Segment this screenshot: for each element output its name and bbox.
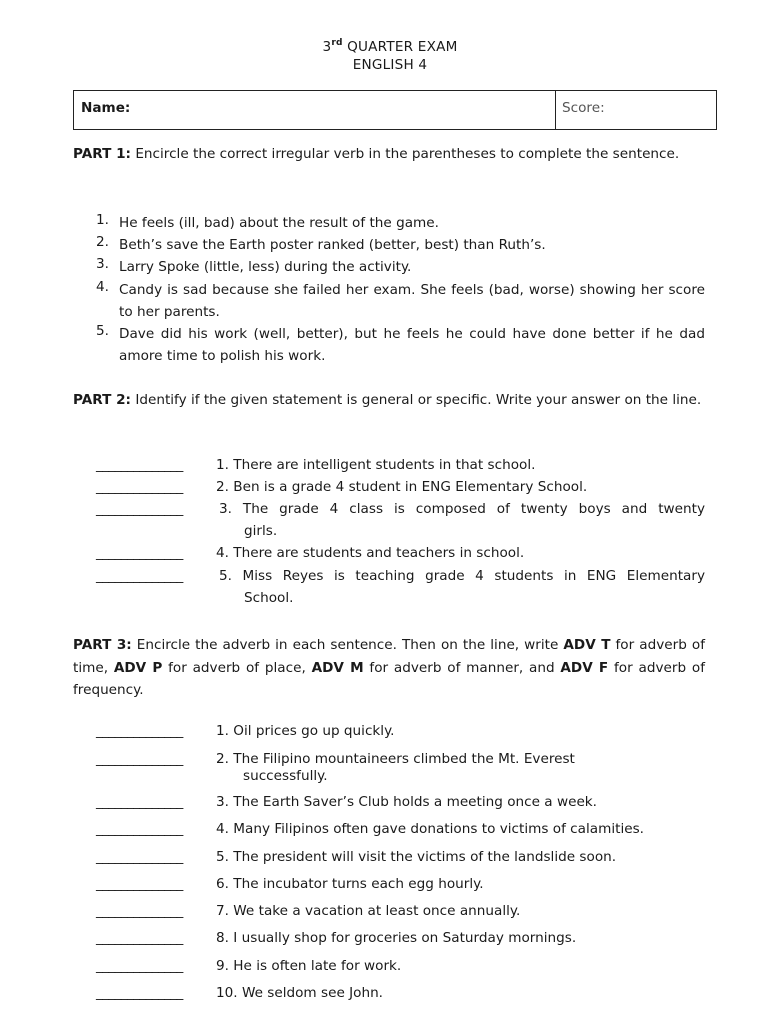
part3-item-text: 6. The incubator turns each egg hourly.: [216, 876, 484, 892]
answer-blank[interactable]: ______________: [96, 985, 183, 1001]
part1-item-number: 2.: [96, 234, 109, 250]
part1-item-text: Dave did his work (well, better), but he feels he could have done better if he dad amore time to polish his work.: [119, 326, 705, 365]
part1-item-text: Candy is sad because she failed her exam. She feels (bad, worse) showing her score to her parents.: [119, 282, 705, 321]
part1-item-number: 3.: [96, 256, 109, 272]
answer-blank[interactable]: ______________: [96, 501, 183, 517]
name-score-box: [73, 90, 717, 130]
part3-item-text: 8. I usually shop for groceries on Saturday mornings.: [216, 930, 577, 946]
part2-item-text: 4. There are students and teachers in school.: [216, 545, 525, 561]
name-field[interactable]: Name:: [74, 91, 556, 129]
part2-item-text: 1. There are intelligent students in that school.: [216, 457, 536, 473]
part1-item-text: Beth’s save the Earth poster ranked (better, best) than Ruth’s.: [119, 237, 546, 253]
part3-item-text: 10. We seldom see John.: [216, 985, 384, 1001]
part3-item-text: 2. The Filipino mountaineers climbed the Mt. Everest: [216, 751, 575, 767]
part1-instructions: PART 1: Encircle the correct irregular verb in the parentheses to complete the sentence.: [73, 146, 680, 162]
exam-title: 3rd QUARTER EXAM: [322, 38, 458, 55]
part2-item-text: 5. Miss Reyes is teaching grade 4 students in ENG Elementary: [219, 568, 705, 584]
answer-blank[interactable]: ______________: [96, 821, 183, 837]
part1-item-text: Larry Spoke (little, less) during the activity.: [119, 259, 412, 275]
part3-item-text: 4. Many Filipinos often gave donations to victims of calamities.: [216, 821, 644, 837]
part3-item-text: 5. The president will visit the victims of the landslide soon.: [216, 849, 617, 865]
part3-item-text: 3. The Earth Saver’s Club holds a meeting once a week.: [216, 794, 597, 810]
answer-blank[interactable]: ______________: [96, 751, 183, 767]
answer-blank[interactable]: ______________: [96, 545, 183, 561]
part3-item-text: 9. He is often late for work.: [216, 958, 402, 974]
part2-instructions: PART 2: Identify if the given statement is general or specific. Write your answer on the line.: [73, 392, 702, 408]
answer-blank[interactable]: ______________: [96, 876, 183, 892]
answer-blank[interactable]: ______________: [96, 903, 183, 919]
part3-item-text-cont: successfully.: [243, 768, 328, 784]
score-field[interactable]: Score:: [562, 100, 605, 116]
answer-blank[interactable]: ______________: [96, 568, 183, 584]
part1-item-text: He feels (ill, bad) about the result of the game.: [119, 215, 439, 231]
answer-blank[interactable]: ______________: [96, 479, 183, 495]
answer-blank[interactable]: ______________: [96, 723, 183, 739]
answer-blank[interactable]: ______________: [96, 958, 183, 974]
part2-item-text: 3. The grade 4 class is composed of twenty boys and twenty: [219, 501, 705, 517]
part3-item-text: 1. Oil prices go up quickly.: [216, 723, 395, 739]
answer-blank[interactable]: ______________: [96, 930, 183, 946]
exam-subtitle: ENGLISH 4: [352, 57, 428, 73]
part3-instructions: PART 3: Encircle the adverb in each sentence. Then on the line, write ADV T for adverb of time, ADV P for adverb of place, ADV M for adverb of manner, and ADV F for adverb of frequency.: [73, 637, 705, 698]
answer-blank[interactable]: ______________: [96, 794, 183, 810]
answer-blank[interactable]: ______________: [96, 457, 183, 473]
part1-item-number: 5.: [96, 323, 109, 339]
answer-blank[interactable]: ______________: [96, 849, 183, 865]
part3-item-text: 7. We take a vacation at least once annually.: [216, 903, 521, 919]
part2-item-text-cont: girls.: [244, 523, 278, 539]
part1-item-number: 4.: [96, 279, 109, 295]
part1-item-number: 1.: [96, 212, 109, 228]
part2-item-text-cont: School.: [244, 590, 294, 606]
part2-item-text: 2. Ben is a grade 4 student in ENG Elementary School.: [216, 479, 588, 495]
